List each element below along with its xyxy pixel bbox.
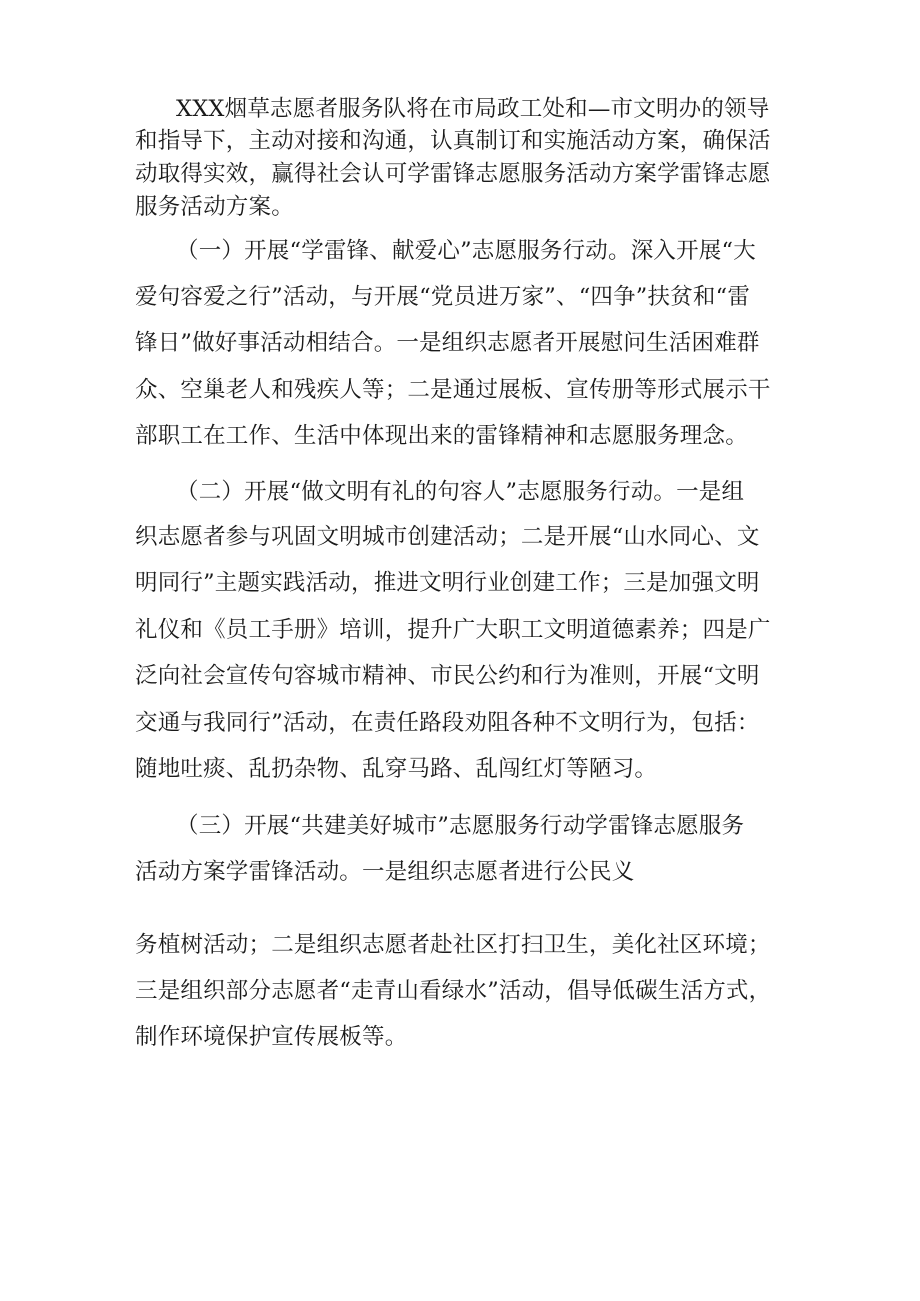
text-line: 和指导下，主动对接和沟通，认真制订和实施活动方案，确保活 [135,128,771,154]
text-line: 织志愿者参与巩固文明城市创建活动；二是开展“山水同心、文 [135,524,760,550]
text-line: 部职工在工作、生活中体现出来的雷锋精神和志愿服务理念。 [135,423,748,449]
text-line: 交通与我同行”活动，在责任路段劝阻各种不文明行为，包括： [135,710,760,736]
text-line: （二）开展“做文明有礼的句容人”志愿服务行动。一是组 [176,479,745,505]
text-line: （一）开展“学雷锋、献爱心”志愿服务行动。深入开展“大 [176,238,756,264]
text-line: （三）开展“共建美好城市”志愿服务行动学雷锋志愿服务 [176,813,745,839]
text-line: 礼仪和《员工手册》培训，提升广大职工文明道德素养；四是广 [135,617,771,643]
text-line: 动取得实效，赢得社会认可学雷锋志愿服务活动方案学雷锋志愿 [135,161,771,187]
text-line: 泛向社会宣传句容城市精神、市民公约和行为准则，开展“文明 [135,663,760,689]
text-line: 活动方案学雷锋活动。一是组织志愿者进行公民义 [135,859,635,885]
text-line: 爱句容爱之行”活动，与开展“党员进万家”、“四争”扶贫和“雷 [135,284,751,310]
text-line: 众、空巢老人和残疾人等；二是通过展板、宣传册等形式展示干 [135,377,771,403]
text-line: 服务活动方案。 [135,194,294,220]
text-line: 锋日”做好事活动相结合。一是组织志愿者开展慰问生活困难群 [135,330,760,356]
text-line: 明同行”主题实践活动，推进文明行业创建工作；三是加强文明 [135,570,760,596]
text-line: 随地吐痰、乱扔杂物、乱穿马路、乱闯红灯等陋习。 [135,756,658,782]
text-line: 三是组织部分志愿者“走青山看绿水”活动，倡导低碳生活方式， [135,978,772,1004]
text-line: 务植树活动；二是组织志愿者赴社区打扫卫生，美化社区环境； [135,932,771,958]
text-line: 制作环境保护宣传展板等。 [135,1024,408,1050]
text-line: XXX烟草志愿者服务队将在市局政工处和—市文明办的领导 [176,96,770,122]
